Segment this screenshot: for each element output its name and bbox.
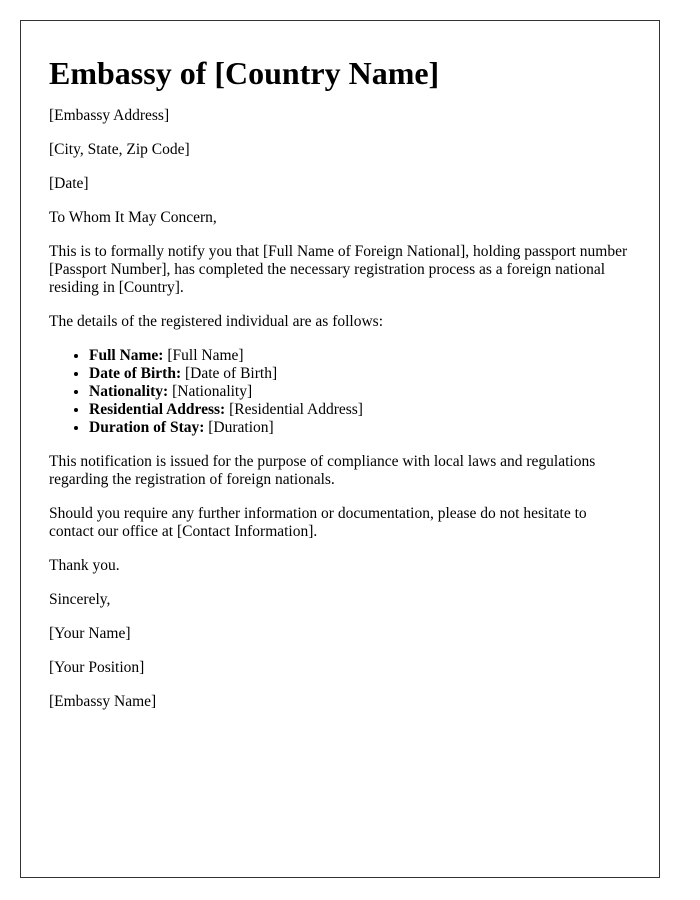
thanks-line: Thank you. bbox=[49, 557, 120, 574]
details-item-residential-address bbox=[89, 401, 631, 419]
details-value: [Duration] bbox=[204, 419, 274, 436]
purpose-paragraph: This notification is issued for the purpose of compliance with local laws and regulations regarding the registration of foreign nationals. bbox=[49, 453, 596, 488]
signer-position: [Your Position] bbox=[49, 659, 145, 676]
details-value: [Nationality] bbox=[168, 383, 253, 400]
salutation: To Whom It May Concern, bbox=[49, 209, 217, 226]
details-item-duration-of-stay bbox=[89, 419, 631, 437]
details-label: Duration of Stay: bbox=[89, 419, 205, 436]
city-state-zip: [City, State, Zip Code] bbox=[49, 141, 190, 158]
details-item-date-of-birth bbox=[89, 365, 631, 383]
signer-embassy: [Embassy Name] bbox=[49, 693, 157, 710]
intro-paragraph: This is to formally notify you that [Full Name of Foreign National], holding passport number [Passport Number], has completed the necessary registration process as a foreign national residing in [Country]. bbox=[49, 243, 628, 296]
details-value: [Full Name] bbox=[163, 347, 244, 364]
details-label: Full Name: bbox=[89, 347, 164, 364]
details-item-full-name bbox=[89, 347, 631, 365]
letter-page bbox=[20, 20, 660, 878]
details-intro: The details of the registered individual are as follows: bbox=[49, 313, 384, 330]
letter-title: Embassy of [Country Name] bbox=[49, 55, 440, 91]
closing-line: Sincerely, bbox=[49, 591, 111, 608]
details-item-nationality bbox=[89, 383, 631, 401]
details-value: [Date of Birth] bbox=[181, 365, 278, 382]
letter-date: [Date] bbox=[49, 175, 89, 192]
embassy-address: [Embassy Address] bbox=[49, 107, 170, 124]
signer-name: [Your Name] bbox=[49, 625, 131, 642]
details-label: Residential Address: bbox=[89, 401, 226, 418]
contact-paragraph: Should you require any further information or documentation, please do not hesitate to contact our office at [Contact Information]. bbox=[49, 505, 587, 540]
details-label: Date of Birth: bbox=[89, 365, 182, 382]
details-value: [Residential Address] bbox=[225, 401, 363, 418]
details-label: Nationality: bbox=[89, 383, 169, 400]
details-list bbox=[49, 347, 631, 437]
